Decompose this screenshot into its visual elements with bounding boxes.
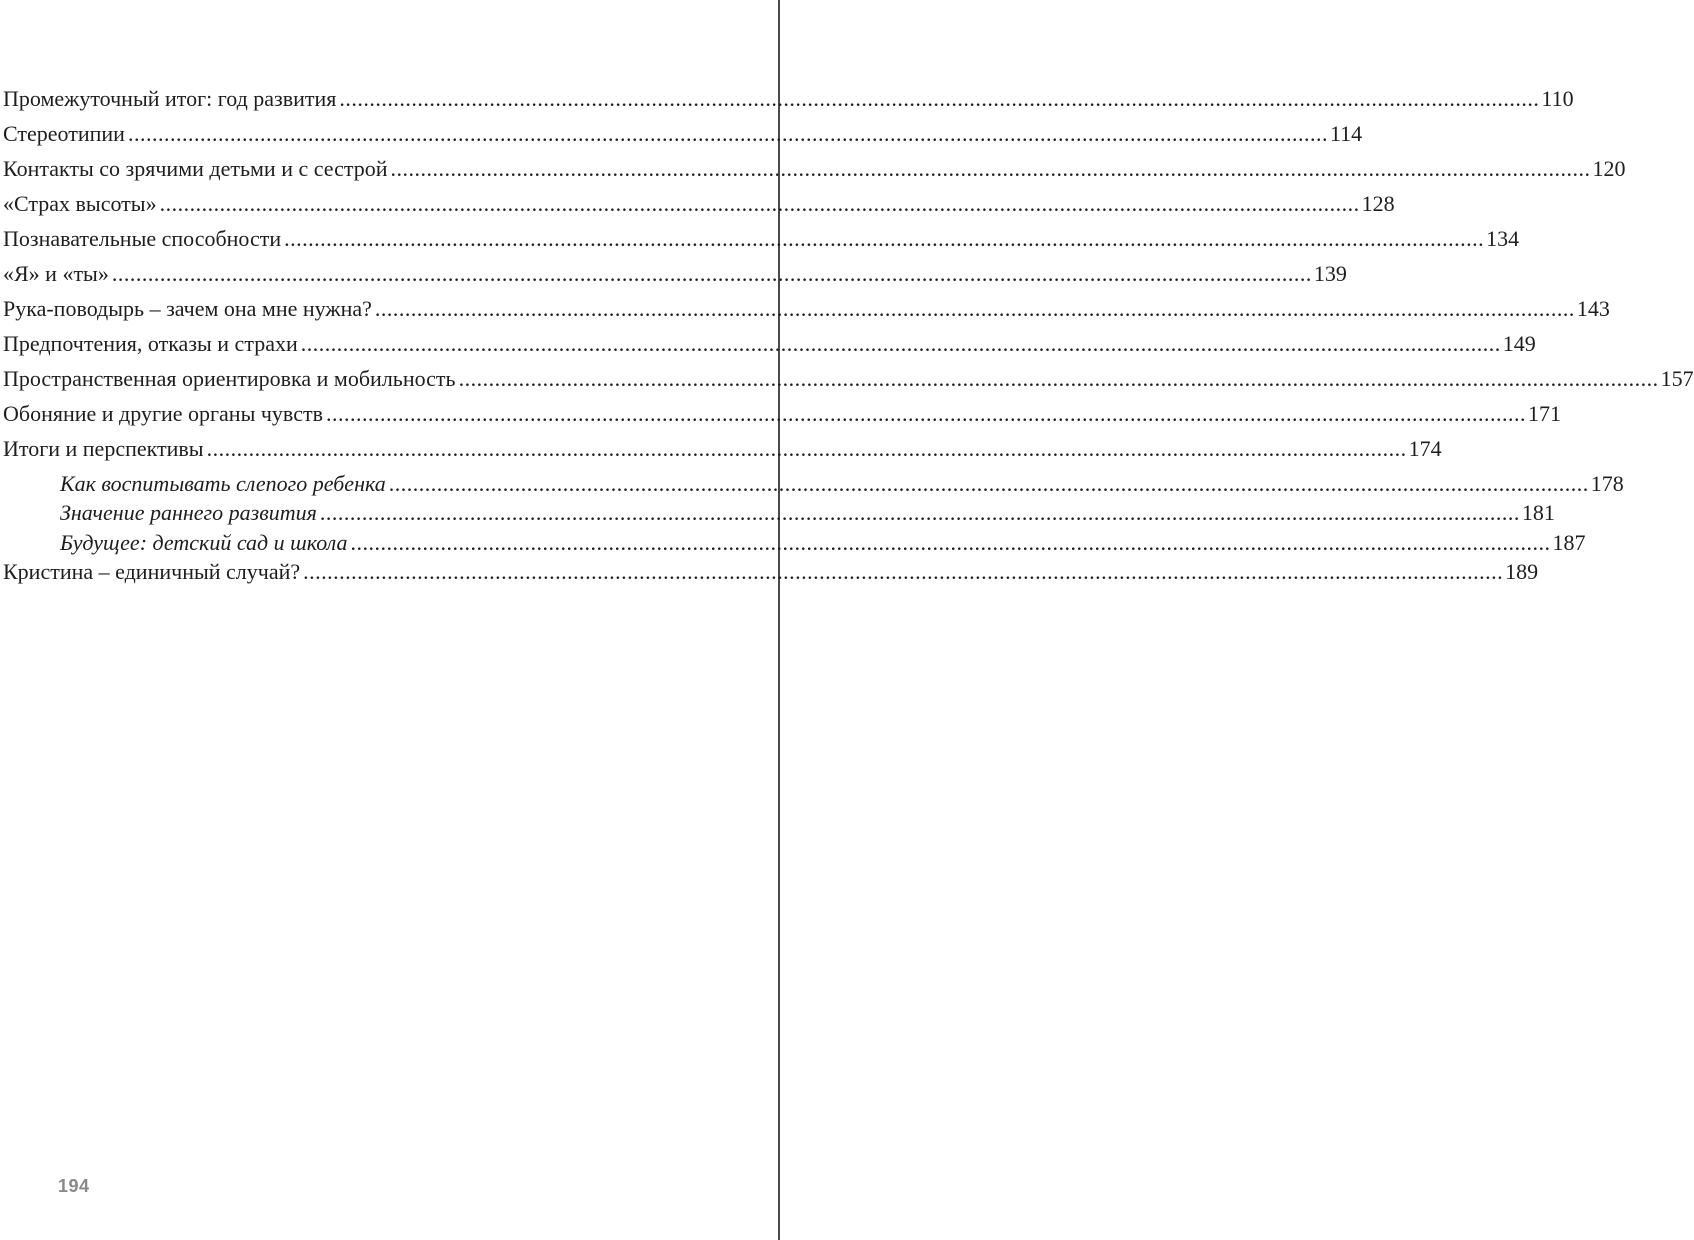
- toc-entry: [3, 364, 1694, 399]
- toc-subentry: [3, 528, 1586, 557]
- toc-entry-page: 134: [1486, 226, 1520, 251]
- toc-entry: [3, 259, 1347, 294]
- toc-dot-leader: ........................................................................................................................................................................................................: [284, 226, 1485, 251]
- toc-entry: [3, 154, 1626, 189]
- toc-entry-title: Итоги и перспективы: [3, 436, 204, 461]
- toc-entry-page: 139: [1313, 261, 1347, 286]
- toc-entry-title: Рука-поводырь – зачем она мне нужна?: [3, 296, 372, 321]
- toc-dot-leader: ........................................................................................................................................................................................................: [111, 261, 1312, 286]
- toc-dot-leader: ........................................................................................................................................................................................................: [127, 121, 1328, 146]
- toc-dot-leader: ........................................................................................................................................................................................................: [374, 296, 1575, 321]
- toc-entry-page: 189: [1505, 559, 1539, 585]
- toc-entry: [3, 294, 1610, 329]
- toc-entry-title: «Страх высоты»: [3, 191, 157, 216]
- toc-entry: [3, 119, 1363, 154]
- toc-entry: [3, 434, 1442, 469]
- toc-entry-page: 128: [1361, 191, 1395, 216]
- toc-dot-leader: ........................................................................................................................................................................................................: [390, 156, 1591, 181]
- toc-entry-page: 157: [1660, 366, 1694, 391]
- toc-dot-leader: ........................................................................................................................................................................................................: [388, 471, 1589, 496]
- table-of-contents: [3, 84, 1694, 592]
- toc-entry: [3, 84, 1574, 119]
- toc-entry-page: 181: [1521, 500, 1555, 526]
- toc-entry-page: 110: [1541, 86, 1574, 111]
- toc-entry: [3, 399, 1561, 434]
- toc-entry-title: Будущее: детский сад и школа: [60, 529, 348, 555]
- toc-entry-page: 143: [1576, 296, 1610, 321]
- page-number: 194: [58, 1176, 90, 1196]
- toc-dot-leader: ........................................................................................................................................................................................................: [303, 559, 1504, 585]
- toc-subentry: [3, 498, 1555, 527]
- toc-entry-page: 187: [1552, 529, 1586, 555]
- toc-dot-leader: ........................................................................................................................................................................................................: [350, 529, 1551, 555]
- toc-entry-page: 114: [1329, 121, 1363, 146]
- toc-entry-title: Промежуточный итог: год развития: [3, 86, 337, 111]
- toc-dot-leader: ........................................................................................................................................................................................................: [319, 500, 1520, 526]
- toc-entry-title: Значение раннего развития: [60, 500, 317, 526]
- toc-dot-leader: ........................................................................................................................................................................................................: [458, 366, 1659, 391]
- toc-entry-page: 174: [1408, 436, 1442, 461]
- toc-subentry: [3, 469, 1624, 498]
- toc-entry: [3, 557, 1539, 592]
- toc-entry-title: Пространственная ориентировка и мобильность: [3, 366, 456, 391]
- toc-entry-title: Обоняние и другие органы чувств: [3, 401, 323, 426]
- toc-entry-title: Познавательные способности: [3, 226, 282, 251]
- toc-entry-page: 120: [1592, 156, 1626, 181]
- toc-entry-title: Контакты со зрячими детьми и с сестрой: [3, 156, 388, 181]
- toc-dot-leader: ........................................................................................................................................................................................................: [300, 331, 1501, 356]
- toc-entry-title: «Я» и «ты»: [3, 261, 109, 286]
- toc-entry: [3, 189, 1395, 224]
- toc-entry: [3, 329, 1536, 364]
- toc-dot-leader: ........................................................................................................................................................................................................: [206, 436, 1407, 461]
- toc-entry-title: Кристина – единичный случай?: [3, 559, 301, 585]
- page-edge-rule: [778, 0, 780, 1240]
- toc-entry-title: Как воспитывать слепого ребенка: [60, 471, 386, 496]
- toc-entry-page: 178: [1590, 471, 1624, 496]
- toc-dot-leader: ........................................................................................................................................................................................................: [159, 191, 1360, 216]
- toc-entry-page: 171: [1527, 401, 1561, 426]
- toc-entry-title: Предпочтения, отказы и страхи: [3, 331, 298, 356]
- toc-dot-leader: ........................................................................................................................................................................................................: [339, 86, 1540, 111]
- toc-entry-page: 149: [1502, 331, 1536, 356]
- toc-dot-leader: ........................................................................................................................................................................................................: [325, 401, 1526, 426]
- toc-entry: [3, 224, 1520, 259]
- toc-entry-title: Стереотипии: [3, 121, 125, 146]
